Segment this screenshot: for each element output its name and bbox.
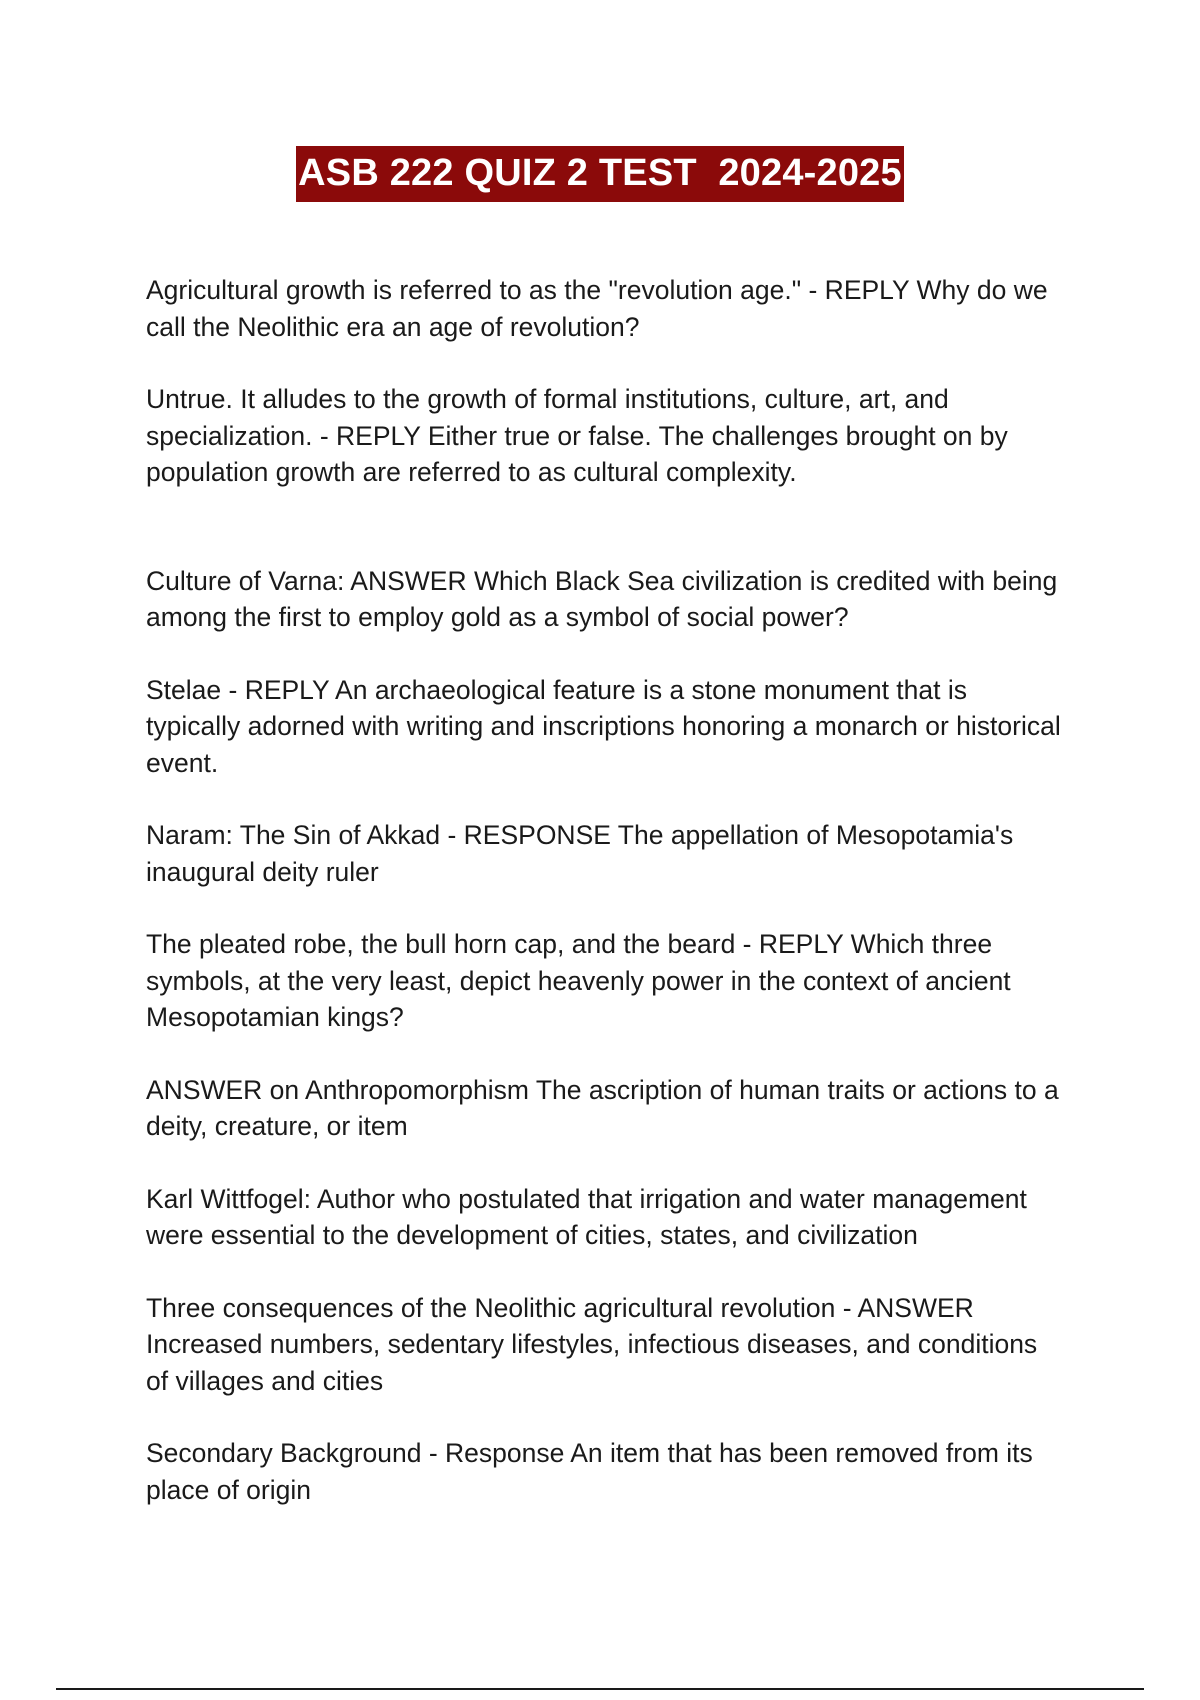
quiz-entry: ANSWER on Anthropomorphism The ascription of human traits or actions to a deity, creature, or item <box>146 1074 1059 1141</box>
title-container <box>0 146 1200 202</box>
quiz-entry: Culture of Varna: ANSWER Which Black Sea civilization is credited with being among the first to employ gold as a symbol of social power? <box>146 565 1058 632</box>
quiz-entry: Untrue. It alludes to the growth of formal institutions, culture, art, and specialization. - REPLY Either true or false. The challenges brought on by population growth are referred to as cultural complexity. <box>146 384 1008 487</box>
quiz-entry: Secondary Background - Response An item that has been removed from its place of origin <box>146 1438 1033 1505</box>
quiz-entry: The pleated robe, the bull horn cap, and the beard - REPLY Which three symbols, at the very least, depict heavenly power in the context of ancient Mesopotamian kings? <box>146 929 1011 1032</box>
quiz-entry: Stelae - REPLY An archaeological feature is a stone monument that is typically adorned with writing and inscriptions honoring a monarch or historical event. <box>146 674 1061 778</box>
quiz-entry: Karl Wittfogel: Author who postulated that irrigation and water management were essential to the development of cities, states, and civilization <box>146 1183 1027 1250</box>
quiz-content <box>146 272 1066 1544</box>
document-title: ASB 222 QUIZ 2 TEST 2024-2025 <box>296 146 904 202</box>
quiz-entry: Three consequences of the Neolithic agricultural revolution - ANSWER Increased numbers, sedentary lifestyles, infectious diseases, and conditions of villages and cities <box>146 1292 1038 1396</box>
quiz-entry: Agricultural growth is referred to as the "revolution age." - REPLY Why do we call the Neolithic era an age of revolution? <box>146 275 1048 342</box>
quiz-entry: Naram: The Sin of Akkad - RESPONSE The appellation of Mesopotamia's inaugural deity ruler <box>146 820 1014 887</box>
footer-divider <box>56 1688 1144 1690</box>
